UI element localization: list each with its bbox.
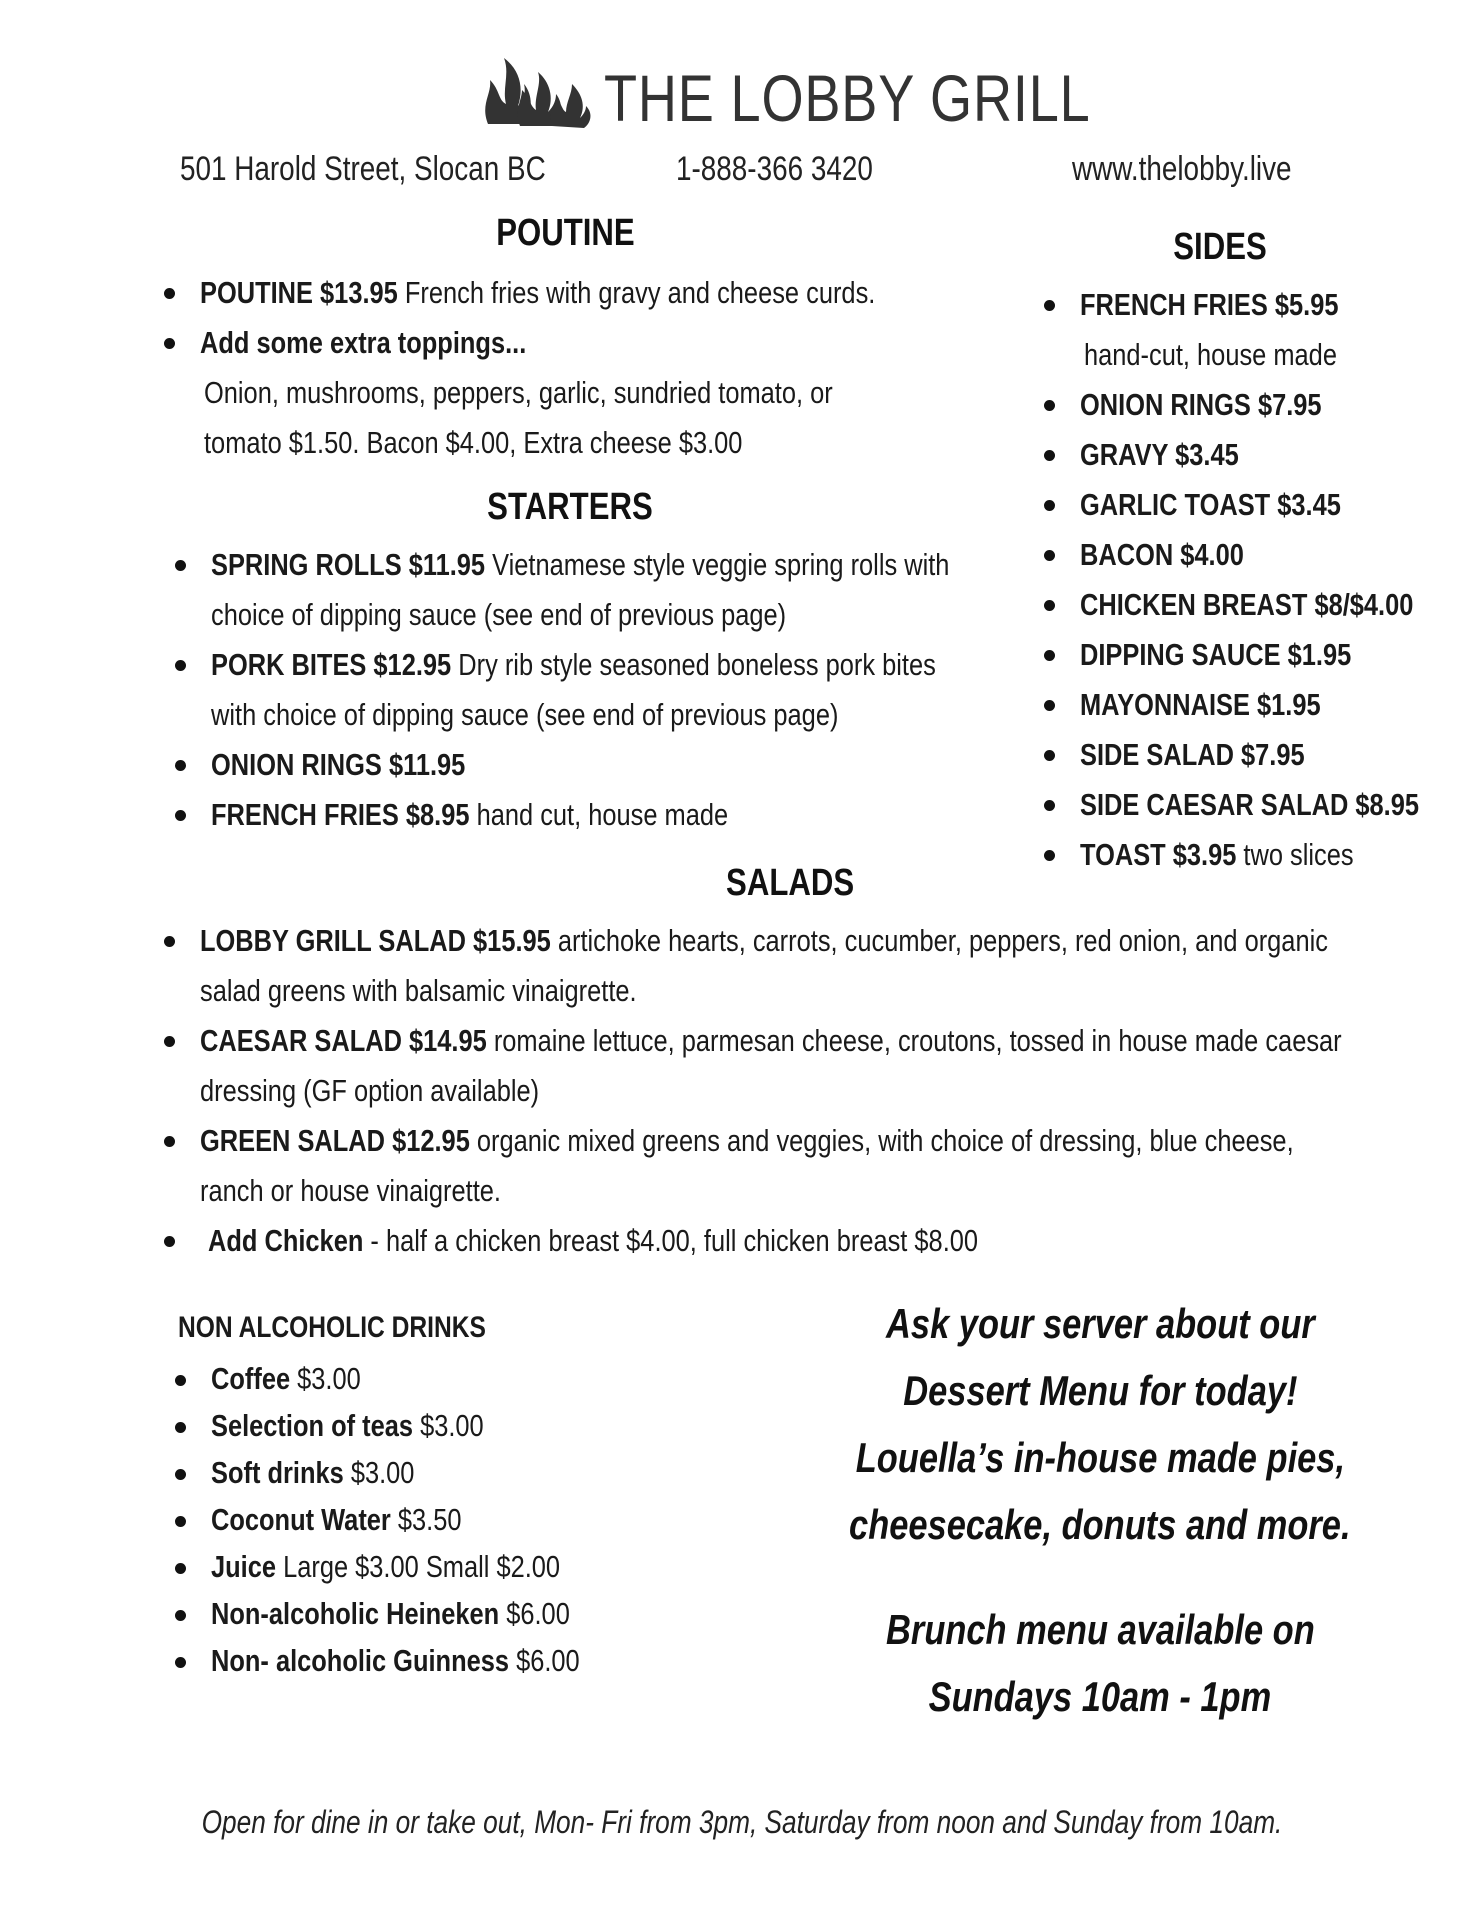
brand-name: THE LOBBY GRILL	[604, 61, 1091, 135]
list-item-continuation: hand-cut, house made	[1084, 337, 1337, 372]
list-item: Add some extra toppings...	[200, 318, 1024, 368]
promo-line: Louella’s in-house made pies,	[855, 1434, 1345, 1481]
list-item: LOBBY GRILL SALAD $15.95 artichoke hearts, carrots, cucumber, peppers, red onion, and organic	[200, 916, 1484, 966]
list-item: SIDE SALAD $7.95	[1080, 730, 1484, 780]
list-item: ONION RINGS $11.95	[211, 740, 1112, 790]
poutine-list	[200, 268, 1024, 468]
starters-list	[211, 540, 1112, 840]
opening-hours: Open for dine in or take out, Mon- Fri from 3pm, Saturday from noon and Sunday from 10am.	[201, 1804, 1283, 1840]
list-item: CHICKEN BREAST $8/$4.00	[1080, 580, 1484, 630]
list-item: MAYONNAISE $1.95	[1080, 680, 1484, 730]
promo-line: Brunch menu available on	[885, 1606, 1315, 1653]
brunch-promo	[760, 1596, 1440, 1730]
list-item: Non- alcoholic Guinness $6.00	[211, 1637, 661, 1684]
list-item-continuation: Onion, mushrooms, peppers, garlic, sundried tomato, or	[204, 375, 833, 410]
address: 501 Harold Street, Slocan BC	[180, 150, 546, 188]
list-item: Non-alcoholic Heineken $6.00	[211, 1590, 661, 1637]
list-item-continuation: choice of dipping sauce (see end of previous page)	[211, 597, 787, 632]
list-item: SIDE CAESAR SALAD $8.95	[1080, 780, 1484, 830]
list-item: PORK BITES $12.95 Dry rib style seasoned boneless pork bites	[211, 640, 1112, 690]
list-item-continuation: ranch or house vinaigrette.	[200, 1173, 501, 1208]
list-item: FRENCH FRIES $5.95	[1080, 280, 1484, 330]
website-link[interactable]: www.thelobby.live	[1072, 150, 1292, 188]
list-item: Coconut Water $3.50	[211, 1496, 661, 1543]
list-item: Soft drinks $3.00	[211, 1449, 661, 1496]
list-item: POUTINE $13.95 French fries with gravy and cheese curds.	[200, 268, 1024, 318]
list-item-continuation: salad greens with balsamic vinaigrette.	[200, 973, 637, 1008]
brand-logo	[480, 44, 1091, 135]
section-title-poutine: POUTINE	[495, 212, 635, 254]
flame-icon	[480, 44, 598, 134]
list-item: Add Chicken - half a chicken breast $4.00, full chicken breast $8.00	[200, 1216, 1484, 1266]
list-item-continuation: dressing (GF option available)	[200, 1073, 540, 1108]
list-item: GRAVY $3.45	[1080, 430, 1484, 480]
list-item: ONION RINGS $7.95	[1080, 380, 1484, 430]
list-item-continuation: tomato $1.50. Bacon $4.00, Extra cheese $3.00	[204, 425, 743, 460]
list-item: Selection of teas $3.00	[211, 1402, 661, 1449]
promo-line: Sundays 10am - 1pm	[928, 1673, 1272, 1720]
list-item: GREEN SALAD $12.95 organic mixed greens and veggies, with choice of dressing, blue cheese,	[200, 1116, 1484, 1166]
section-title-sides: SIDES	[1173, 226, 1267, 268]
list-item: FRENCH FRIES $8.95 hand cut, house made	[211, 790, 1112, 840]
promo-line: Dessert Menu for today!	[902, 1367, 1298, 1414]
list-item: Juice Large $3.00 Small $2.00	[211, 1543, 661, 1590]
drinks-list	[211, 1355, 661, 1684]
promo-line: Ask your server about our	[885, 1300, 1315, 1347]
section-title-starters: STARTERS	[487, 486, 653, 528]
list-item: GARLIC TOAST $3.45	[1080, 480, 1484, 530]
list-item: SPRING ROLLS $11.95 Vietnamese style veggie spring rolls with	[211, 540, 1112, 590]
salads-list	[200, 916, 1484, 1266]
sides-list	[1080, 280, 1484, 880]
list-item: BACON $4.00	[1080, 530, 1484, 580]
list-item: Coffee $3.00	[211, 1355, 661, 1402]
section-title-salads: SALADS	[725, 862, 855, 904]
phone-number: 1-888-366 3420	[676, 150, 873, 188]
dessert-promo	[760, 1290, 1440, 1558]
list-item-continuation: with choice of dipping sauce (see end of previous page)	[211, 697, 839, 732]
promo-line: cheesecake, donuts and more.	[849, 1501, 1351, 1548]
list-item: DIPPING SAUCE $1.95	[1080, 630, 1484, 680]
section-title-drinks: NON ALCOHOLIC DRINKS	[178, 1311, 486, 1344]
list-item: CAESAR SALAD $14.95 romaine lettuce, parmesan cheese, croutons, tossed in house made caesar	[200, 1016, 1484, 1066]
list-item: TOAST $3.95 two slices	[1080, 830, 1484, 880]
